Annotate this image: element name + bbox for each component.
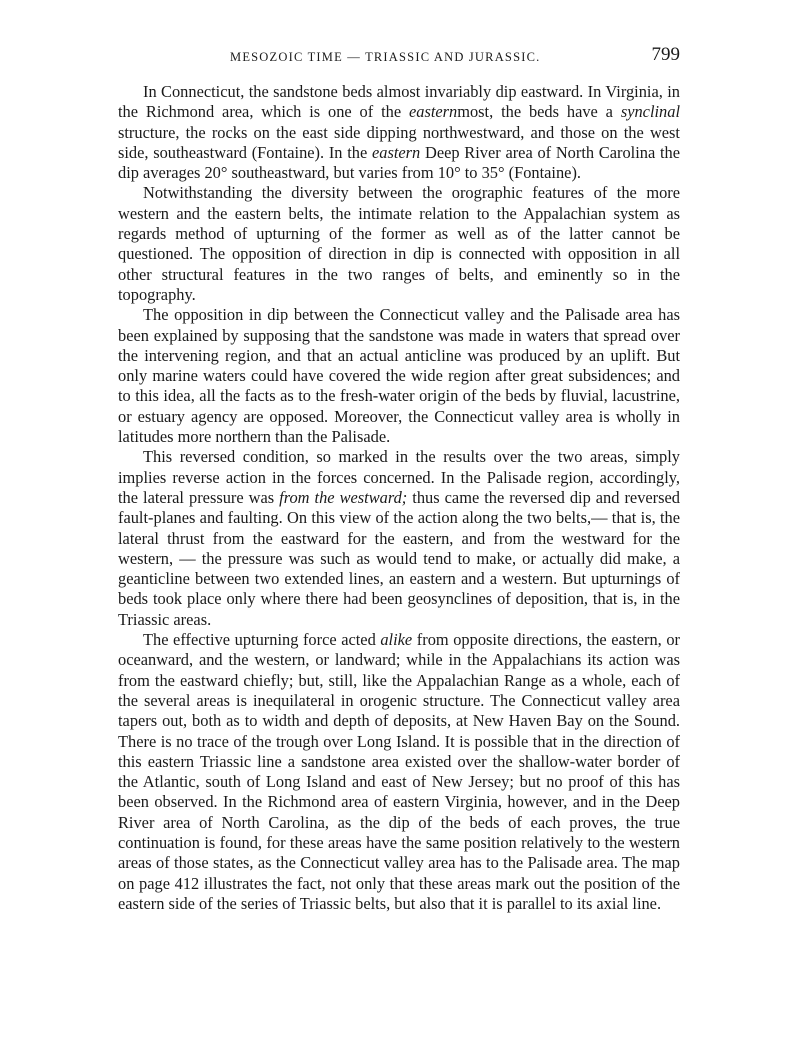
paragraph <box>118 305 680 447</box>
text-run: The effective upturning force acted <box>143 630 381 650</box>
running-title: MESOZOIC TIME — TRIASSIC AND JURASSIC. <box>230 50 541 64</box>
italic-text: eastern <box>408 102 458 122</box>
paragraph <box>118 82 680 183</box>
italic-text: eastern <box>371 142 421 162</box>
italic-text: alike <box>380 630 413 650</box>
text-run: In Connecticut, the sandstone beds almost invariably dip eastward. In Virginia, in the Richmond area, which is one of the <box>118 82 680 122</box>
page-number: 799 <box>651 44 680 65</box>
body-text <box>118 82 680 914</box>
text-run: structure, the rocks on the east side dipping northwestward, and those on the west side, southeastward (Fontaine). In the <box>118 122 680 162</box>
text-run: thus came the reversed dip and reversed fault-planes and faulting. On this view of the action along the two belts,— that is, the lateral thrust from the eastward for the eastern, and from the westward for the western, — the pressure was such as would tend to make, or actually did make, a geanticline between two extended lines, an eastern and a western. But upturnings of beds took place only where there had been geosynclines of deposition, that is, in the Triassic areas. <box>118 487 680 629</box>
text-run: Deep River area of North Carolina the dip averages 20° southeastward, but varies from 10° to 35° (Fontaine). <box>118 142 680 183</box>
text-run: This reversed condition, so marked in the results over the two areas, simply implies reverse action in the forces concerned. In the Palisade region, accordingly, the lateral pressure was <box>118 447 680 507</box>
text-run: from opposite directions, the eastern, or oceanward, and the western, or landward; while in the Appalachians its action was from the eastward chiefly; but, still, like the Appalachian Range as a whole, each of the several areas is inequilateral in orogenic structure. The Connecticut valley area tapers out, both as to width and depth of deposits, at New Haven Bay on the Sound. There is no trace of the trough over Long Island. It is possible that in the direction of this eastern Triassic line a sandstone area existed over the shallow-water border of the Atlantic, south of Long Island and east of New Jersey; but no proof of this has been observed. In the Richmond area of eastern Virginia, however, and in the Deep River area of North Carolina, as the dip of the beds of each proves, the true continuation is found, for these areas have the same position relatively to the western areas of those states, as the Connecticut valley area has to the Palisade area. The map on page 412 illustrates the fact, not only that these areas mark out the position of the eastern side of the series of Triassic belts, but also that it is parallel to its axial line. <box>118 630 680 913</box>
italic-text: from the westward; <box>279 487 408 507</box>
text-run: The opposition in dip between the Connecticut valley and the Palisade area has been explained by supposing that the sandstone was made in waters that spread over the intervening region, and that an actual anticline was produced by an uplift. But only marine waters could have covered the wide region after great subsidences; and to this idea, all the facts as to the fresh-water origin of the beds by fluvial, lacustrine, or estuary agency are opposed. Moreover, the Connecticut valley area is wholly in latitudes more northern than the Palisade. <box>118 305 680 447</box>
paragraph <box>118 183 680 305</box>
text-run: Notwithstanding the diversity between the orographic features of the more western and the eastern belts, the intimate relation to the Appalachian system as regards method of upturning of the former as well as of the latter cannot be questioned. The opposition of direction in dip is connected with opposition in all other structural features in the two ranges of belts, and eminently so in the topography. <box>118 183 680 304</box>
italic-text: synclinal <box>620 102 681 122</box>
text-run: most, the beds have a <box>457 102 621 122</box>
paragraph <box>118 447 680 630</box>
page-header <box>118 44 680 74</box>
paragraph <box>118 630 680 914</box>
